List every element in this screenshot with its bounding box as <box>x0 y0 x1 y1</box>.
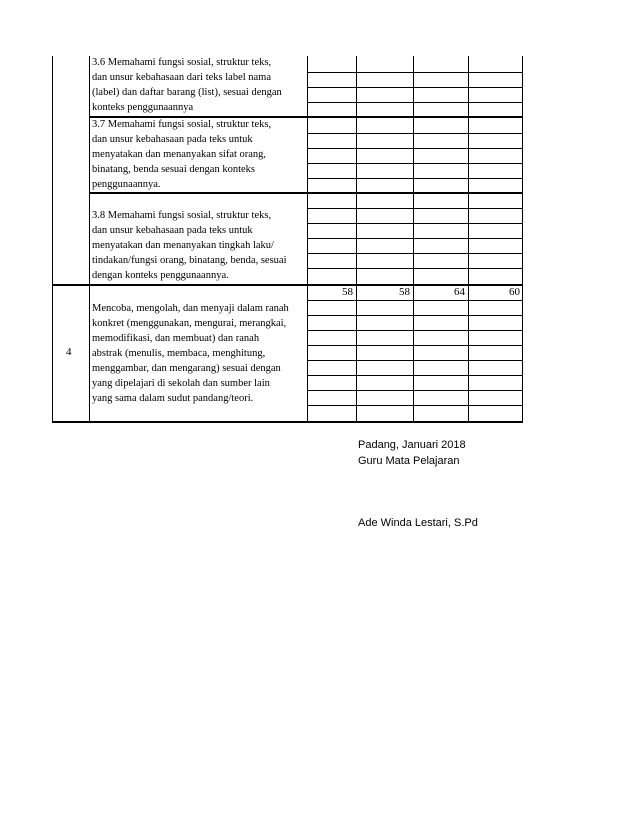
table-bottom-border <box>52 421 523 423</box>
desc-line: dan unsur kebahasaan pada teks untuk <box>92 225 253 236</box>
desc-line: dan unsur kebahasaan dari teks label nama <box>92 72 272 83</box>
grid-line <box>307 300 523 301</box>
desc-line: 3.8 Memahami fungsi sosial, struktur teks, <box>92 210 272 221</box>
desc-line: menyatakan dan menanyakan sifat orang, <box>92 149 267 160</box>
signature-name: Ade Winda Lestari, S.Pd <box>358 517 478 529</box>
grid-line <box>307 315 523 316</box>
grid-line <box>307 253 523 254</box>
table-col-border-1 <box>307 56 308 422</box>
competency-3-6 <box>92 57 306 117</box>
grid-line <box>307 163 523 164</box>
desc-line: tindakan/fungsi orang, binatang, benda, sesuai <box>92 255 287 266</box>
desc-line: penggunaannya. <box>92 179 161 190</box>
desc-line: 3.6 Memahami fungsi sosial, struktur teks, <box>92 57 272 68</box>
grid-line <box>307 72 523 73</box>
row-number: 4 <box>66 346 72 358</box>
grid-line <box>307 178 523 179</box>
desc-line: konkret (menggunakan, mengurai, merangkai, <box>92 318 287 329</box>
desc-line: abstrak (menulis, membaca, menghitung, <box>92 348 266 359</box>
grid-line <box>307 102 523 103</box>
grid-line <box>307 87 523 88</box>
table-col-border-3 <box>413 56 414 422</box>
desc-line: menggambar, dan mengarang) sesuai dengan <box>92 363 281 374</box>
grid-line <box>307 223 523 224</box>
grid-line <box>307 360 523 361</box>
competency-3-8 <box>92 210 306 284</box>
desc-line: memodifikasi, dan membuat) dan ranah <box>92 333 260 344</box>
desc-line: konteks penggunaannya <box>92 102 194 113</box>
grid-line <box>307 330 523 331</box>
score-cell: 60 <box>509 286 520 298</box>
competency-4 <box>92 303 306 413</box>
competency-3-7 <box>92 119 306 193</box>
signature-place-date: Padang, Januari 2018 <box>358 439 466 451</box>
grid-line <box>307 208 523 209</box>
signature-role: Guru Mata Pelajaran <box>358 455 460 467</box>
grid-line <box>307 133 523 134</box>
desc-line: menyatakan dan menanyakan tingkah laku/ <box>92 240 274 251</box>
desc-line: (label) dan daftar barang (list), sesuai dengan <box>92 87 282 98</box>
grid-line <box>307 238 523 239</box>
grid-line <box>307 268 523 269</box>
desc-line: yang dipelajari di sekolah dan sumber lain <box>92 378 270 389</box>
grid-line <box>307 390 523 391</box>
grid-line <box>307 345 523 346</box>
desc-line: 3.7 Memahami fungsi sosial, struktur teks, <box>92 119 272 130</box>
grid-line <box>307 375 523 376</box>
desc-line: dan unsur kebahasaan pada teks untuk <box>92 134 253 145</box>
desc-line: yang sama dalam sudut pandang/teori. <box>92 393 254 404</box>
grid-line <box>307 148 523 149</box>
table-col-border-4 <box>468 56 469 422</box>
desc-line: binatang, benda sesuai dengan konteks <box>92 164 255 175</box>
table-col-border-2 <box>356 56 357 422</box>
score-cell: 58 <box>342 286 353 298</box>
desc-line: Mencoba, mengolah, dan menyaji dalam ranah <box>92 303 289 314</box>
table-left-border <box>52 56 53 422</box>
score-cell: 58 <box>399 286 410 298</box>
table-col-border-5 <box>522 56 523 422</box>
desc-line: dengan konteks penggunaannya. <box>92 270 229 281</box>
table-desc-border <box>89 56 90 422</box>
grid-line <box>307 405 523 406</box>
score-cell: 64 <box>454 286 465 298</box>
